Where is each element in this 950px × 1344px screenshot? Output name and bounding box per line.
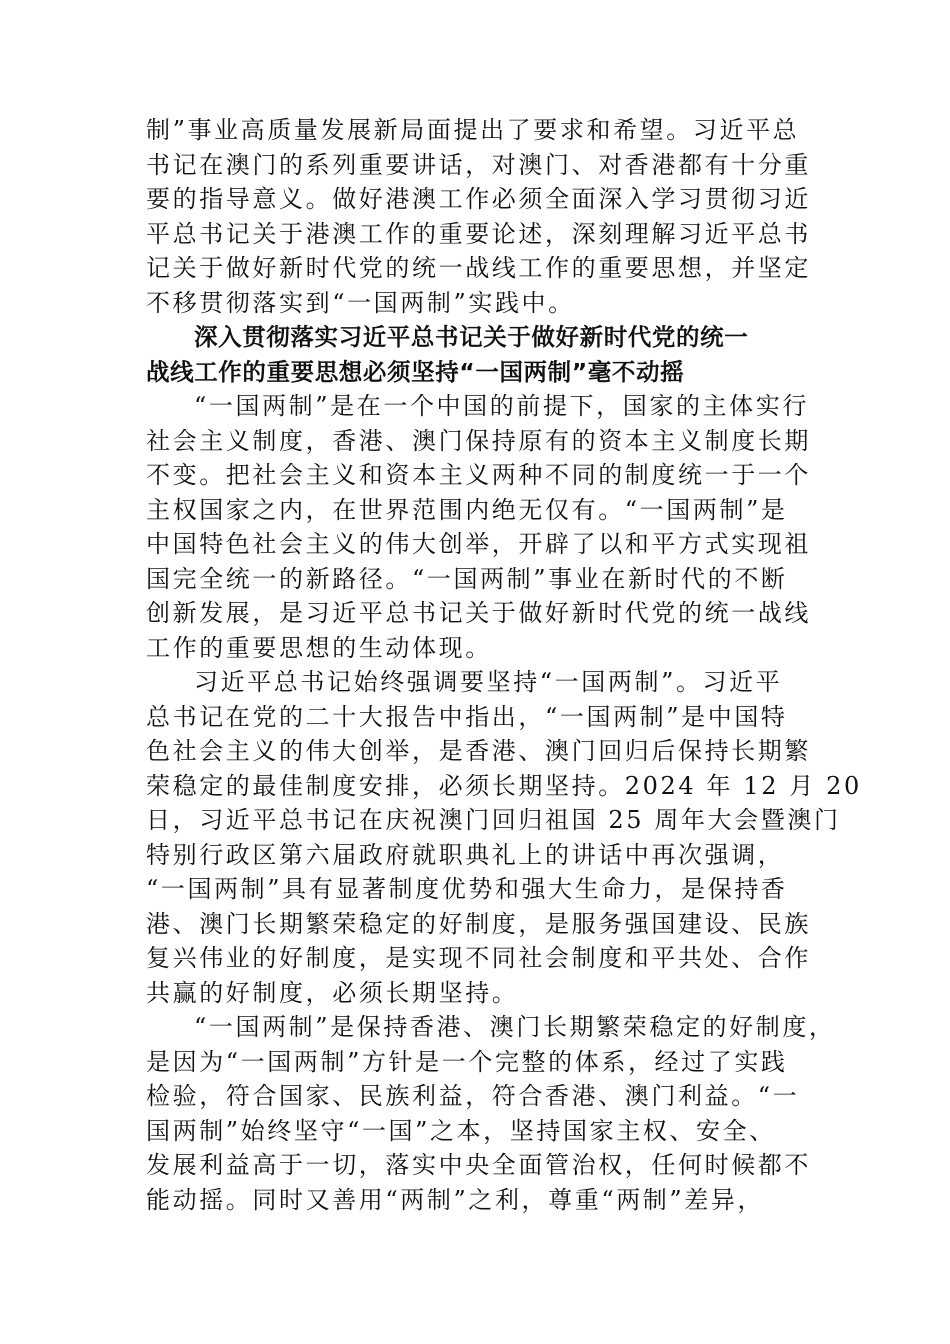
text-line: 检验，符合国家、民族利益，符合香港、澳门利益。“一 (146, 1082, 800, 1110)
text-line: 总书记在党的二十大报告中指出，“一国两制”是中国特 (146, 702, 788, 731)
text-line: 港、澳门长期繁荣稳定的好制度，是服务强国建设、民族 (146, 909, 811, 938)
text-line: 是因为“一国两制”方针是一个完整的体系，经过了实践 (146, 1047, 788, 1076)
text-line: 制”事业高质量发展新局面提出了要求和希望。习近平总 (146, 116, 800, 144)
text-line: 平总书记关于港澳工作的重要论述，深刻理解习近平总书 (146, 219, 811, 248)
heading-line: 深入贯彻落实习近平总书记关于做好新时代党的统一 (194, 323, 749, 351)
paragraph-insist-on-policy (146, 665, 862, 1010)
text-line: 书记在澳门的系列重要讲话，对澳门、对香港都有十分重 (146, 150, 811, 179)
section-heading (146, 320, 808, 389)
text-line: “一国两制”具有显著制度优势和强大生命力，是保持香 (146, 875, 788, 903)
text-line: 习近平总书记始终强调要坚持“一国两制”。习近平 (194, 668, 783, 696)
text-line: 主权国家之内，在世界范围内绝无仅有。“一国两制”是 (146, 495, 788, 524)
text-line: 不变。把社会主义和资本主义两种不同的制度统一于一个 (146, 461, 811, 489)
intro-paragraph (146, 113, 811, 320)
text-line: 工作的重要思想的生动体现。 (146, 633, 492, 662)
text-line: 荣稳定的最佳制度安排，必须长期坚持。2024 年 12 月 20 (146, 771, 862, 800)
text-line: 创新发展，是习近平总书记关于做好新时代党的统一战线 (146, 599, 811, 627)
text-line: 共赢的好制度，必须长期坚持。 (146, 978, 519, 1007)
text-line: 国完全统一的新路径。“一国两制”事业在新时代的不断 (146, 564, 788, 593)
text-line: 发展利益高于一切，落实中央全面管治权，任何时候都不 (146, 1151, 811, 1179)
text-line: 要的指导意义。做好港澳工作必须全面深入学习贯彻习近 (146, 185, 811, 213)
paragraph-good-system (146, 1010, 836, 1217)
text-line: 不移贯彻落实到“一国两制”实践中。 (146, 288, 575, 317)
text-line: “一国两制”是在一个中国的前提下，国家的主体实行 (194, 392, 809, 420)
heading-line: 战线工作的重要思想必须坚持“一国两制”毫不动摇 (146, 357, 685, 386)
text-line: 复兴伟业的好制度，是实现不同社会制度和平共处、合作 (146, 944, 811, 972)
text-line: 中国特色社会主义的伟大创举，开辟了以和平方式实现祖 (146, 530, 811, 558)
text-line: 日，习近平总书记在庆祝澳门回归祖国 25 周年大会暨澳门 (146, 806, 841, 834)
text-line: 特别行政区第六届政府就职典礼上的讲话中再次强调， (146, 840, 785, 869)
text-line: “一国两制”是保持香港、澳门长期繁荣稳定的好制度， (194, 1013, 836, 1041)
text-line: 记关于做好新时代党的统一战线工作的重要思想，并坚定 (146, 254, 811, 282)
text-line: 能动摇。同时又善用“两制”之利，尊重“两制”差异， (146, 1185, 765, 1214)
text-line: 国两制”始终坚守“一国”之本，坚持国家主权、安全、 (146, 1116, 776, 1145)
text-line: 色社会主义的伟大创举，是香港、澳门回归后保持长期繁 (146, 737, 811, 765)
paragraph-one-country-two-systems-definition (146, 389, 811, 665)
document-page (146, 113, 862, 1217)
text-line: 社会主义制度，香港、澳门保持原有的资本主义制度长期 (146, 426, 811, 455)
